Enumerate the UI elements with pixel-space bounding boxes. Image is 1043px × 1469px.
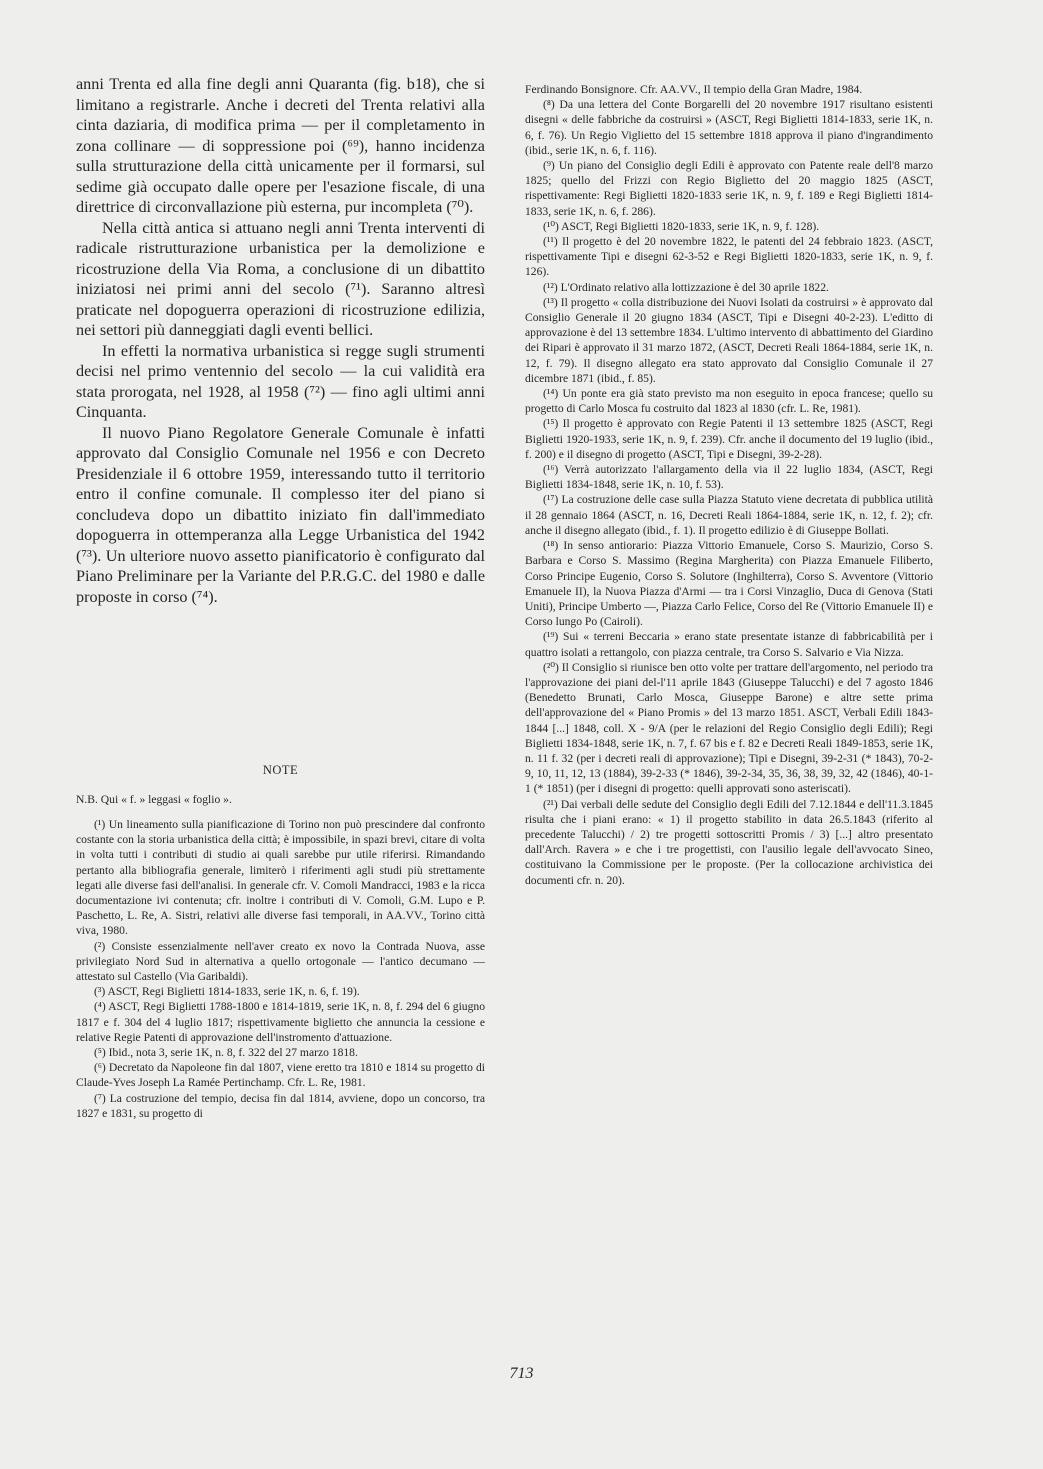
- paragraph: anni Trenta ed alla fine degli anni Quaranta (fig. b18), che si limitano a registrarle. Anche i decreti del Trenta relativi alla cinta daziaria, di modifica prima — per il completamento in zona collinare — di soppressione poi (⁶⁹), hanno incidenza sulla strutturazione della città unicamente per il formarsi, sul sedime già occupato dalle opere per l'esazione fiscale, di una direttrice di circonvallazione più esterna, pur incompleta (⁷⁰).: [76, 75, 485, 216]
- footnote: (⁸) Da una lettera del Conte Borgarelli del 20 novembre 1917 risultano esistenti disegni « delle fabbriche da costruirsi » (ASCT, Regi Biglietti 1814-1833, serie 1K, n. 6, f. 76). Un Regio Viglietto del 15 settembre 1818 approva il piano d'ingrandimento (ibid., serie 1K, n. 6, f. 116).: [525, 98, 933, 157]
- footnote: (⁷) La costruzione del tempio, decisa fin dal 1814, avviene, dopo un concorso, tra 1827 e 1831, su progetto di: [76, 1091, 485, 1120]
- page-number: 713: [509, 1365, 534, 1382]
- footnote: (¹⁶) Verrà autorizzato l'allargamento della via il 22 luglio 1834, (ASCT, Regi Biglietti 1834-1848, serie 1K, n. 10, f. 53).: [525, 463, 933, 492]
- footnote: (¹⁴) Un ponte era già stato previsto ma non eseguito in epoca francese; quello su progetto di Carlo Mosca fu costruito dal 1823 al 1830 (cfr. L. Re, 1981).: [525, 387, 933, 416]
- footnote: (²) Consiste essenzialmente nell'aver creato ex novo la Contrada Nuova, asse privilegiato Nord Sud in alternativa a quello ortogonale — l'antico decumano — attestato sul Castello (Via Garibaldi).: [76, 939, 485, 984]
- footnote: (¹⁹) Sui « terreni Beccaria » erano state presentate istanze di fabbricabilità per i quattro isolati a rettangolo, con piazza centrale, tra Corso S. Salvario e Via Nizza.: [525, 630, 933, 659]
- footnote: (¹⁵) Il progetto è approvato con Regie Patenti il 13 settembre 1825 (ASCT, Regi Biglietti 1920-1933, serie 1K, n. 9, f. 239). Cfr. anche il documento del 19 luglio (ibid., f. 200) e il disegno di progetto (ASCT, Tipi e Disegni, 39-2-28).: [525, 417, 933, 461]
- paragraph: Il nuovo Piano Regolatore Generale Comunale è infatti approvato dal Consiglio Comunale nel 1956 e con Decreto Presidenziale il 6 ottobre 1959, interessando tutto il territorio entro il confine comunale. Il complesso iter del piano si concludeva dopo un dibattito iniziato fin dall'immediato dopoguerra in ottemperanza alla Legge Urbanistica del 1942 (⁷³). Un ulteriore nuovo assetto pianificatorio è configurato dal Piano Preliminare per la Variante del P.R.G.C. del 1980 e dalle proposte in corso (⁷⁴).: [76, 423, 485, 606]
- footnote: (¹¹) Il progetto è del 20 novembre 1822, le patenti del 24 febbraio 1823. (ASCT, rispettivamente Tipi e disegni 62-3-52 e Regi Biglietti 1820-1833, serie 1K, n. 9, f. 126).: [525, 235, 933, 279]
- footnote: (⁹) Un piano del Consiglio degli Edili è approvato con Patente reale dell'8 marzo 1825; quello del Frizzi con Regio Biglietto del 20 maggio 1825 (ASCT, rispettivamente: Regi Biglietti 1820-1833 serie 1K, n. 9, f. 189 e Regi Biglietti 1814-1833, serie 1K, n. 6, f. 286).: [525, 159, 933, 218]
- left-notes: [76, 817, 485, 1121]
- footnote: (²⁰) Il Consiglio si riunisce ben otto volte per trattare dell'argomento, nel periodo tra l'approvazione dei piani del-l'11 aprile 1843 (Giuseppe Talucchi) e del 7 agosto 1846 (Benedetto Brunati, Carlo Mosca, Giuseppe Barone) e altre sette prima dell'approvazione del « Piano Promis » del 13 marzo 1851. ASCT, Verbali Edili 1843-1844 [...] 1848, coll. X - 9/A (per le relazioni del Regio Consiglio degli Edili); Regi Biglietti 1834-1848, serie 1K, n. 7, f. 67 bis e f. 82 e Decreti Reali 1849-1853, serie 1K, n. 11 f. 32 (per i decreti reali di approvazione); Tipi e Disegni, 39-2-31 (* 1843), 70-2-9, 10, 11, 12, 13 (1884), 39-2-33 (* 1846), 39-2-34, 35, 36, 38, 39, 32, 42 (1846), 40-1-1 (* 1851) (per i disegni di progetto: quelli approvati sono asteriscati).: [525, 660, 933, 796]
- footnote: (⁴) ASCT, Regi Biglietti 1788-1800 e 1814-1819, serie 1K, n. 8, f. 294 del 6 giugno 1817 e f. 304 del 4 luglio 1817; rispettivamente biglietto che annuncia la cessione e relative Regie Patenti di approvazione dell'instromento d'attuazione.: [76, 1000, 485, 1044]
- footnote-continuation: Ferdinando Bonsignore. Cfr. AA.VV., Il tempio della Gran Madre, 1984.: [525, 83, 863, 96]
- nb-note: N.B. Qui « f. » leggasi « foglio ».: [76, 793, 232, 806]
- right-column: [525, 82, 933, 888]
- paragraph: In effetti la normativa urbanistica si regge sugli strumenti decisi nel primo ventennio del secolo — la cui validità era stata prorogata, nel 1928, al 1958 (⁷²) — fino agli ultimi anni Cinquanta.: [76, 341, 485, 421]
- footnote: (¹²) L'Ordinato relativo alla lottizzazione è del 30 aprile 1822.: [543, 280, 829, 294]
- footnote: (¹³) Il progetto « colla distribuzione dei Nuovi Isolati da costruirsi » è approvato dal Consiglio Generale il 20 giugno 1834 (ASCT, Tipi e Disegni 40-2-23). L'editto di approvazione è del 13 settembre 1834. L'ultimo intervento di abbattimento del Giardino dei Ripari è approvato il 31 marzo 1872, (ASCT, Decreti Reali 1864-1884, serie 1K, n. 12, f. 79). Il disegno allegato era stato approvato dal Consiglio Comunale il 27 dicembre 1871 (ibid., f. 85).: [525, 295, 933, 385]
- footnote: (²¹) Dai verbali delle sedute del Consiglio degli Edili del 7.12.1844 e dell'11.3.1845 risulta che i piani erano: « 1) il progetto stabilito in data 26.5.1843 (riferito al precedente Talucchi) / 2) tre progetti sottoscritti Promis / 3) [...] altro presentato dall'Arch. Ravera » e che i tre progettisti, con l'ausilio legale dell'avvocato Sineo, costituivano la Commissione per le proposte. (Per la collocazione archivistica dei documenti cfr. n. 20).: [525, 797, 933, 887]
- footnote: (¹) Un lineamento sulla pianificazione di Torino non può prescindere dal confronto costante con la storia urbanistica della città; è impossibile, in spazi brevi, citare di volta in volta tutti i contributi di studio ai quali sarebbe pur utile riferirsi. Rimandando pertanto alla bibliografia generale, limiterò i riferimenti agli studi più strettamente legati alle diverse fasi dell'analisi. In generale cfr. V. Comoli Mandracci, 1983 e la ricca documentazione ivi contenuta; cfr. inoltre i contributi di V. Comoli, G.M. Lupo e P. Paschetto, L. Re, A. Sistri, relativi alle diverse fasi temporali, in AA.VV., Torino città viva, 1980.: [76, 818, 485, 938]
- footnote: (¹⁸) In senso antiorario: Piazza Vittorio Emanuele, Corso S. Maurizio, Corso S. Barbara e Corso S. Massimo (Regina Margherita) con Piazza Emanuele Filiberto, Corso Principe Eugenio, Corso S. Solutore (Inghilterra), Corso S. Avventore (Vittorio Emanuele II), la Nuova Piazza d'Armi — tra i Corsi Vinzaglio, Duca di Genova (Stati Uniti), Principe Umberto —, Piazza Carlo Felice, Corso del Re (Vittorio Emanuele II) e Corso lungo Po (Cairoli).: [525, 539, 933, 629]
- main-text: [76, 74, 485, 607]
- paragraph: Nella città antica si attuano negli anni Trenta interventi di radicale ristrutturazione urbanistica per la demolizione e ricostruzione della Via Roma, a conclusione di un dibattito iniziatosi nei primi anni del secolo (⁷¹). Saranno altresì praticate nel dopoguerra operazioni di ricostruzione edilizia, nei settori più danneggiati dagli eventi bellici.: [76, 218, 485, 339]
- footnote: (⁵) Ibid., nota 3, serie 1K, n. 8, f. 322 del 27 marzo 1818.: [94, 1046, 358, 1060]
- notes-heading: NOTE: [262, 763, 299, 777]
- left-column: [76, 74, 485, 1121]
- footnote: (⁶) Decretato da Napoleone fin dal 1807, viene eretto tra 1810 e 1814 su progetto di Claude-Yves Joseph La Ramée Pertinchamp. Cfr. L. Re, 1981.: [76, 1061, 485, 1090]
- right-notes: [525, 82, 933, 888]
- footnote: (³) ASCT, Regi Biglietti 1814-1833, serie 1K, n. 6, f. 19).: [94, 985, 360, 999]
- footnote: (¹⁰) ASCT, Regi Biglietti 1820-1833, serie 1K, n. 9, f. 128).: [543, 219, 820, 233]
- footnote: (¹⁷) La costruzione delle case sulla Piazza Statuto viene decretata di pubblica utilità il 28 gennaio 1864 (ASCT, n. 16, Decreti Reali 1864-1884, serie 1K, n. 12, f. 2); cfr. anche il disegno allegato (ibid., f. 1). Il progetto edilizio è di Giuseppe Bollati.: [525, 493, 933, 537]
